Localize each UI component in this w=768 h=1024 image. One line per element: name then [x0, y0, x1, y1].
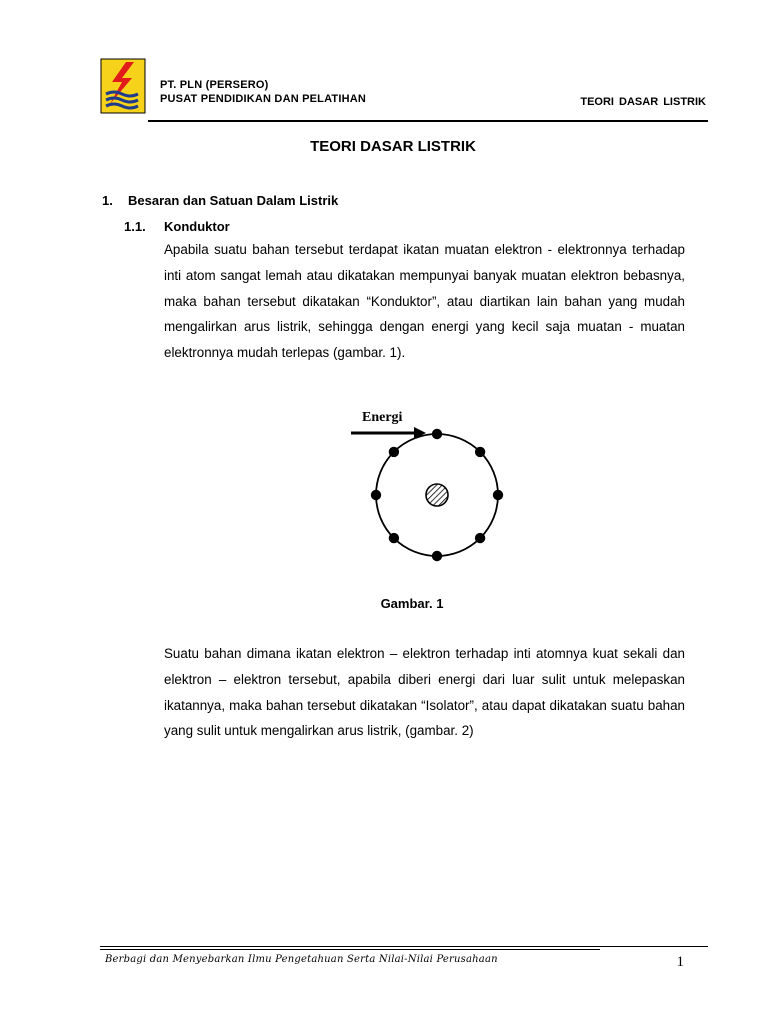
footer-tagline: Berbagi dan Menyebarkan Ilmu Pengetahuan Serta Nilai-Nilai Perusahaan — [105, 954, 498, 965]
atom-figure — [340, 400, 520, 570]
footer-divider — [100, 946, 708, 947]
footer-divider-thin — [100, 949, 600, 950]
section-number: 1. — [102, 193, 113, 208]
page-number: 1 — [676, 954, 684, 970]
header-doc-title: TEORI DASAR LISTRIK — [580, 96, 706, 108]
electron — [389, 447, 399, 457]
electron — [371, 490, 381, 500]
paragraph-konduktor: Apabila suatu bahan tersebut terdapat ikatan muatan elektron - elektronnya terhadap inti atom sangat lemah atau dikatakan mempunyai banyak muatan elektron bebasnya, maka bahan tersebut dikatakan “Konduktor”, atau diartikan lain bahan yang mudah mengalirkan arus listrik, sehingga dengan energi yang kecil saja muatan - muatan elektronnya mudah terlepas (gambar. 1). — [164, 242, 685, 361]
figure-caption: Gambar. 1 — [380, 596, 444, 611]
paragraph-isolator: Suatu bahan dimana ikatan elektron – elektron terhadap inti atomnya kuat sekali dan elektron – elektron tersebut, apabila diberi energi dari luar sulit untuk melepaskan ikatannya, maka bahan tersebut dikatakan “Isolator”, atau dapat dikatakan suatu bahan yang sulit untuk mengalirkan arus listrik, (gambar. 2) — [164, 646, 685, 739]
org-name: PT. PLN (PERSERO) — [160, 79, 269, 91]
subsection-heading — [124, 219, 230, 234]
electron — [475, 447, 485, 457]
energy-label: Energi — [362, 410, 403, 425]
electron — [475, 533, 485, 543]
header-divider — [148, 120, 708, 122]
pln-logo — [100, 58, 146, 114]
electron — [493, 490, 503, 500]
electron — [432, 551, 442, 561]
page-title: TEORI DASAR LISTRIK — [310, 138, 476, 155]
org-unit: PUSAT PENDIDIKAN DAN PELATIHAN — [160, 93, 367, 105]
section-heading — [102, 193, 338, 208]
energy-arrow — [351, 427, 426, 439]
subsection-title: Konduktor — [164, 219, 230, 234]
subsection-number: 1.1. — [124, 219, 146, 234]
electron — [432, 429, 442, 439]
atom-nucleus — [426, 484, 448, 506]
section-title: Besaran dan Satuan Dalam Listrik — [128, 193, 339, 208]
electron — [389, 533, 399, 543]
